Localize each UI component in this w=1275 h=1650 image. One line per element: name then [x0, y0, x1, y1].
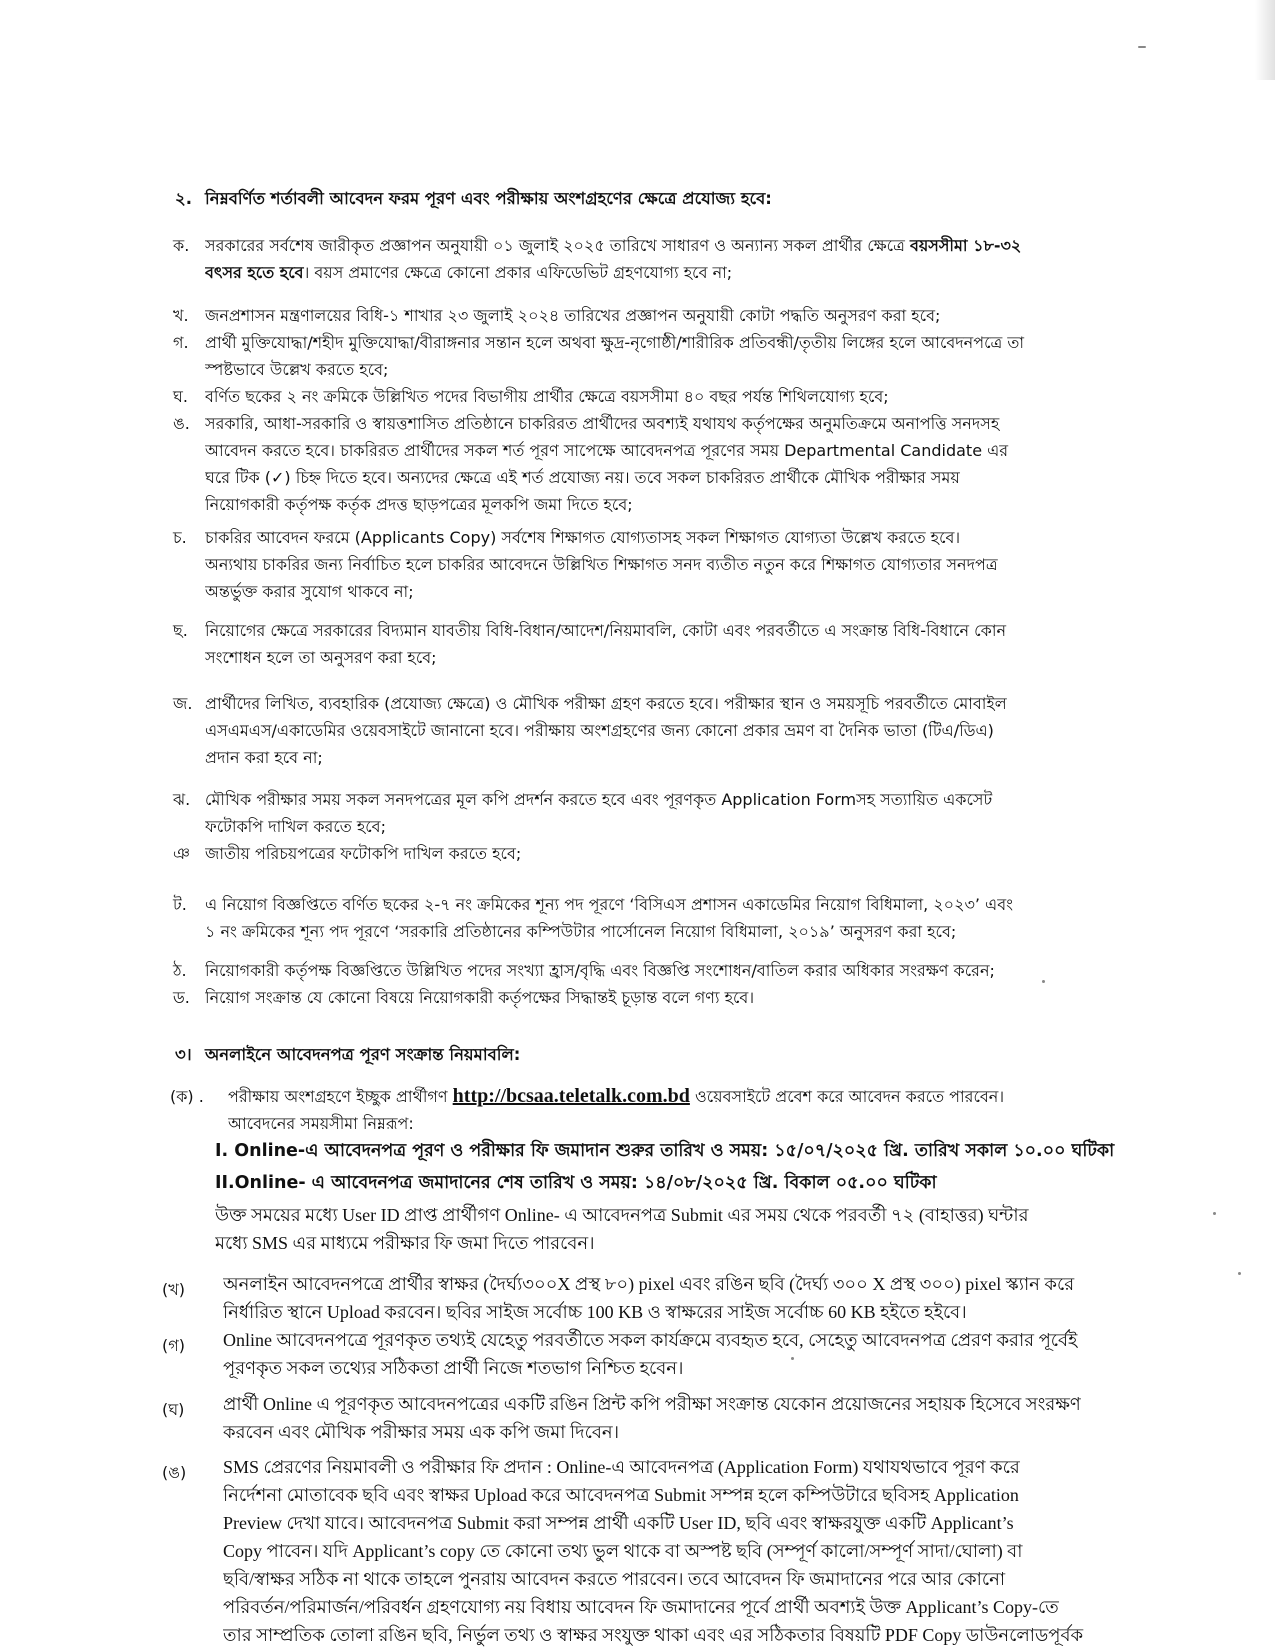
online-rule-uma — [223, 1453, 1223, 1649]
age-limit-bold: বয়সসীমা ১৮-৩২ — [909, 236, 1022, 255]
condition-item-uma — [173, 410, 1215, 518]
item-marker: ক. — [173, 236, 190, 255]
item-text: পরীক্ষায় অংশগ্রহণে ইচ্ছুক প্রার্থীগণ — [228, 1087, 453, 1106]
section-3-number: ৩। — [175, 1045, 192, 1064]
item-line — [228, 1083, 1228, 1110]
item-line: সংশোধন হলে তা অনুসরণ করা হবে; — [205, 648, 437, 667]
condition-item-chha — [173, 617, 1215, 671]
item-line: Copy পাবেন। যদি Applicant’s copy তে কোনো তথ্য ভুল থাকে বা অস্পষ্ট ছবি (সম্পূর্ণ কালো/সম্পূর্ণ সাদা/ঘোলা) বা — [223, 1541, 1023, 1561]
item-line: ফটোকপি দাখিল করতে হবে; — [205, 817, 386, 836]
item-line: মধ্যে SMS এর মাধ্যমে পরীক্ষার ফি জমা দিতে পারবেন। — [215, 1233, 595, 1253]
item-line: চাকরির আবেদন ফরমে (Applicants Copy) সর্বশেষ শিক্ষাগত যোগ্যতাসহ সকল শিক্ষাগত যোগ্যতা উল্লেখ করতে হবে। — [205, 528, 961, 547]
section-3-title: অনলাইনে আবেদনপত্র পূরণ সংক্রান্ত নিয়মাবলি: — [205, 1045, 521, 1064]
condition-item-ja — [173, 690, 1215, 771]
item-line: অনলাইন আবেদনপত্রে প্রার্থীর স্বাক্ষর (দৈর্ঘ্য৩০০X প্রস্থ ৮০) pixel এবং রঙিন ছবি (দৈর্ঘ্য ৩০০ X প্রস্থ ৩০০) pixel স্ক্যান করে — [223, 1274, 1075, 1294]
application-website-link[interactable]: http://bcsaa.teletalk.com.bd — [452, 1085, 690, 1107]
item-line: পরিবর্তন/পরিমার্জন/পরিবর্ধন গ্রহণযোগ্য নয় বিধায় আবেদন ফি জমাদানের পূর্বে প্রার্থী অবশ্যই উক্ত Applicant’s Copy-তে — [223, 1597, 1059, 1617]
condition-item-ka — [173, 232, 1215, 286]
item-marker: (ঙ) — [162, 1463, 187, 1482]
item-line: আবেদনের সময়সীমা নিম্নরূপ: — [228, 1114, 414, 1133]
item-line: জনপ্রশাসন মন্ত্রণালয়ের বিধি-১ শাখার ২৩ জুলাই ২০২৪ তারিখের প্রজ্ঞাপন অনুযায়ী কোটা পদ্ধতি অনুসরণ করা হবে; — [205, 306, 941, 325]
item-marker: ঘ. — [173, 387, 188, 406]
item-marker: খ. — [173, 306, 189, 325]
condition-item-gha — [173, 383, 1215, 410]
section-2-title: নিম্নবর্ণিত শর্তাবলী আবেদন ফরম পূরণ এবং পরীক্ষায় অংশগ্রহণের ক্ষেত্রে প্রযোজ্য হবে: — [205, 189, 772, 208]
item-line: নিয়োগের ক্ষেত্রে সরকারের বিদ্যমান যাবতীয় বিধি-বিধান/আদেশ/নিয়মাবলি, কোটা এবং পরবর্তীতে এ সংক্রান্ত বিধি-বিধানে কোন — [205, 621, 1007, 640]
item-marker: ঠ. — [173, 961, 187, 980]
online-rule-kha — [223, 1270, 1223, 1326]
item-line: উক্ত সময়ের মধ্যে User ID প্রাপ্ত প্রার্থীগণ Online- এ আবেদনপত্র Submit এর সময় থেকে পরবর্তী ৭২ (বাহাত্তর) ঘন্টার — [215, 1205, 1029, 1225]
online-rule-gha — [223, 1390, 1223, 1446]
condition-item-jha — [173, 786, 1215, 840]
item-line: ঘরে টিক (✓) চিহ্ন দিতে হবে। অন্যদের ক্ষেত্রে এই শর্ত প্রযোজ্য নয়। তবে সকল চাকরিরত প্রার্থীকে মৌখিক পরীক্ষার সময় — [205, 468, 960, 487]
scan-edge-shadow — [1255, 0, 1275, 80]
application-start-date: I. Online-এ আবেদনপত্র পূরণ ও পরীক্ষার ফি জমাদান শুরুর তারিখ ও সময়: ১৫/০৭/২০২৫ খ্রি. তারিখ সকাল ১০.০০ ঘটিকা — [215, 1141, 1115, 1161]
section-2-number: ২. — [175, 189, 192, 208]
item-line: Online আবেদনপত্রে পূরণকৃত তথ্যই যেহেতু পরবর্তীতে সকল কার্যক্রমে ব্যবহৃত হবে, সেহেতু আবেদনপত্র প্রেরণ করার পূর্বেই — [223, 1330, 1078, 1350]
item-text: সরকারের সর্বশেষ জারীকৃত প্রজ্ঞাপন অনুযায়ী ০১ জুলাই ২০২৫ তারিখে সাধারণ ও অন্যান্য সকল প্রার্থীর ক্ষেত্রে — [205, 236, 910, 255]
item-line — [205, 259, 1215, 286]
section-2-heading — [175, 186, 772, 213]
online-rule-ga — [223, 1326, 1223, 1382]
item-line: জাতীয় পরিচয়পত্রের ফটোকপি দাখিল করতে হবে; — [205, 844, 522, 863]
online-rule-ka — [170, 1083, 1228, 1137]
item-marker: ঝ. — [173, 790, 191, 809]
condition-item-ttha — [173, 957, 1215, 984]
item-line: Preview দেখা যাবে। আবেদনপত্র Submit করা সম্পন্ন প্রার্থী একটি User ID, ছবি এবং স্বাক্ষরযুক্ত একটি Applicant’s — [223, 1513, 1014, 1533]
item-marker: ঞ — [173, 844, 190, 863]
item-line: বর্ণিত ছকের ২ নং ক্রমিকে উল্লিখিত পদের বিভাগীয় প্রার্থীর ক্ষেত্রে বয়সসীমা ৪০ বছর পর্যন্ত শিথিলযোগ্য হবে; — [205, 387, 889, 406]
item-line: এসএমএস/একাডেমির ওয়েবসাইটে জানানো হবে। পরীক্ষায় অংশগ্রহণের জন্য কোনো প্রকার ভ্রমণ বা দৈনিক ভাতা (টিএ/ডিএ) — [205, 721, 994, 740]
item-line: নির্দেশনা মোতাবেক ছবি এবং স্বাক্ষর Upload করে আবেদনপত্র Submit সম্পন্ন হলে কম্পিউটারে ছবিসহ Application — [223, 1485, 1019, 1505]
item-line: নিয়োগকারী কর্তৃপক্ষ বিজ্ঞপ্তিতে উল্লিখিত পদের সংখ্যা হ্রাস/বৃদ্ধি এবং বিজ্ঞপ্তি সংশোধন/বাতিল করার অধিকার সংরক্ষণ করেন; — [205, 961, 995, 980]
item-line: এ নিয়োগ বিজ্ঞপ্তিতে বর্ণিত ছকের ২-৭ নং ক্রমিকের শূন্য পদ পূরণে ‘বিসিএস প্রশাসন একাডেমির নিয়োগ বিধিমালা, ২০২৩’ এবং — [205, 895, 1014, 914]
item-line: অন্যথায় চাকরির জন্য নির্বাচিত হলে চাকরির আবেদনে উল্লিখিত শিক্ষাগত সনদ ব্যতীত নতুন করে শিক্ষাগত যোগ্যতার সনদপত্র — [205, 555, 998, 574]
item-marker: (ঘ) — [162, 1400, 185, 1419]
scan-speck — [1042, 980, 1045, 983]
item-line: প্রার্থী মুক্তিযোদ্ধা/শহীদ মুক্তিযোদ্ধা/বীরাঙ্গনার সন্তান হলে অথবা ক্ষুদ্র-নৃগোষ্ঠী/শারীরিক প্রতিবন্ধী/তৃতীয় লিঙ্গের হলে আবেদনপত্রে তা — [205, 333, 1025, 352]
application-end-date: II.Online- এ আবেদনপত্র জমাদানের শেষ তারিখ ও সময়: ১৪/০৮/২০২৫ খ্রি. বিকাল ০৫.০০ ঘটিকা — [215, 1173, 937, 1193]
item-line: প্রার্থী Online এ পূরণকৃত আবেদনপত্রের একটি রঙিন প্রিন্ট কপি পরীক্ষা সংক্রান্ত যেকোন প্রয়োজনের সহায়ক হিসেবে সংরক্ষণ — [223, 1394, 1081, 1414]
item-line: SMS প্রেরণের নিয়মাবলী ও পরীক্ষার ফি প্রদান : Online-এ আবেদনপত্র (Application Form) যথাযথভাবে পূরণ করে — [223, 1457, 1020, 1477]
condition-item-cha — [173, 524, 1215, 605]
item-line: করবেন এবং মৌখিক পরীক্ষার সময় এক কপি জমা দিবেন। — [223, 1422, 620, 1442]
fee-payment-note — [215, 1201, 1215, 1257]
item-marker: ছ. — [173, 621, 188, 640]
age-limit-bold: বৎসর হতে হবে — [205, 263, 304, 282]
section-3-heading — [175, 1042, 520, 1069]
condition-item-tta — [173, 891, 1215, 945]
item-line: প্রদান করা হবে না; — [205, 748, 323, 767]
item-line: মৌখিক পরীক্ষার সময় সকল সনদপত্রের মূল কপি প্রদর্শন করতে হবে এবং পূরণকৃত Application Formসহ সত্যায়িত একসেট — [205, 790, 993, 809]
scan-speck — [1138, 46, 1146, 48]
item-line — [205, 232, 1215, 259]
item-marker: ট. — [173, 895, 187, 914]
item-line: নিয়োগকারী কর্তৃপক্ষ কর্তৃক প্রদত্ত ছাড়পত্রের মূলকপি জমা দিতে হবে; — [205, 495, 633, 514]
item-line: আবেদন করতে হবে। চাকরিরত প্রার্থীদের সকল শর্ত পূরণ সাপেক্ষে আবেদনপত্র পূরণের সময় Departmental Candidate এর — [205, 441, 1009, 460]
item-marker: ড. — [173, 988, 190, 1007]
item-line: ১ নং ক্রমিকের শূন্য পদ পূরণে ‘সরকারি প্রতিষ্ঠানের কম্পিউটার পার্সোনেল নিয়োগ বিধিমালা, ২০১৯’ অনুসরণ করা হবে; — [205, 922, 957, 941]
item-marker: (ক) . — [170, 1087, 204, 1106]
item-line: নির্ধারিত স্থানে Upload করবেন। ছবির সাইজ সর্বোচ্চ 100 KB ও স্বাক্ষরের সাইজ সর্বোচ্চ 60 KB হইতে হইবে। — [223, 1302, 967, 1322]
item-line: তার সাম্প্রতিক তোলা রঙিন ছবি, নির্ভুল তথ্য ও স্বাক্ষর সংযুক্ত থাকা এবং এর সঠিকতার বিষয়টি PDF Copy ডাউনলোডপূর্বক — [223, 1625, 1084, 1645]
condition-item-dda — [173, 984, 1215, 1011]
condition-item-kha — [173, 302, 1215, 329]
condition-item-ga — [173, 329, 1215, 383]
item-line: স্পষ্টভাবে উল্লেখ করতে হবে; — [205, 360, 389, 379]
item-text: । বয়স প্রমাণের ক্ষেত্রে কোনো প্রকার এফিডেভিট গ্রহণযোগ্য হবে না; — [303, 263, 733, 282]
item-text: ওয়েবসাইটে প্রবেশ করে আবেদন করতে পারবেন। — [689, 1087, 1005, 1106]
item-line: ছবি/স্বাক্ষর সঠিক না থাকে তাহলে পুনরায় আবেদন করতে পারবেন। তবে আবেদন ফি জমাদানের পরে আর কোনো — [223, 1569, 1006, 1589]
item-line: প্রার্থীদের লিখিত, ব্যবহারিক (প্রযোজ্য ক্ষেত্রে) ও মৌখিক পরীক্ষা গ্রহণ করতে হবে। পরীক্ষার স্থান ও সময়সূচি পরবর্তীতে মোবাইল — [205, 694, 1007, 713]
scan-speck — [791, 1357, 794, 1360]
item-marker: (গ) — [162, 1336, 185, 1355]
item-line: পূরণকৃত সকল তথ্যের সঠিকতা প্রার্থী নিজে শতভাগ নিশ্চিত হবেন। — [223, 1358, 684, 1378]
item-marker: (খ) — [162, 1280, 185, 1299]
item-marker: জ. — [173, 694, 193, 713]
scan-speck — [1238, 1272, 1241, 1275]
item-line: নিয়োগ সংক্রান্ত যে কোনো বিষয়ে নিয়োগকারী কর্তৃপক্ষের সিদ্ধান্তই চূড়ান্ত বলে গণ্য হবে। — [205, 988, 755, 1007]
item-line: সরকারি, আধা-সরকারি ও স্বায়ত্তশাসিত প্রতিষ্ঠানে চাকরিরত প্রার্থীদের অবশ্যই যথাযথ কর্তৃপক্ষের অনুমতিক্রমে অনাপত্তি সনদসহ — [205, 414, 1000, 433]
condition-item-nya — [173, 840, 1215, 867]
scan-speck — [1213, 1212, 1216, 1215]
item-marker: চ. — [173, 528, 187, 547]
item-marker: ঙ. — [173, 414, 190, 433]
item-line: অন্তর্ভুক্ত করার সুযোগ থাকবে না; — [205, 582, 414, 601]
item-marker: গ. — [173, 333, 189, 352]
